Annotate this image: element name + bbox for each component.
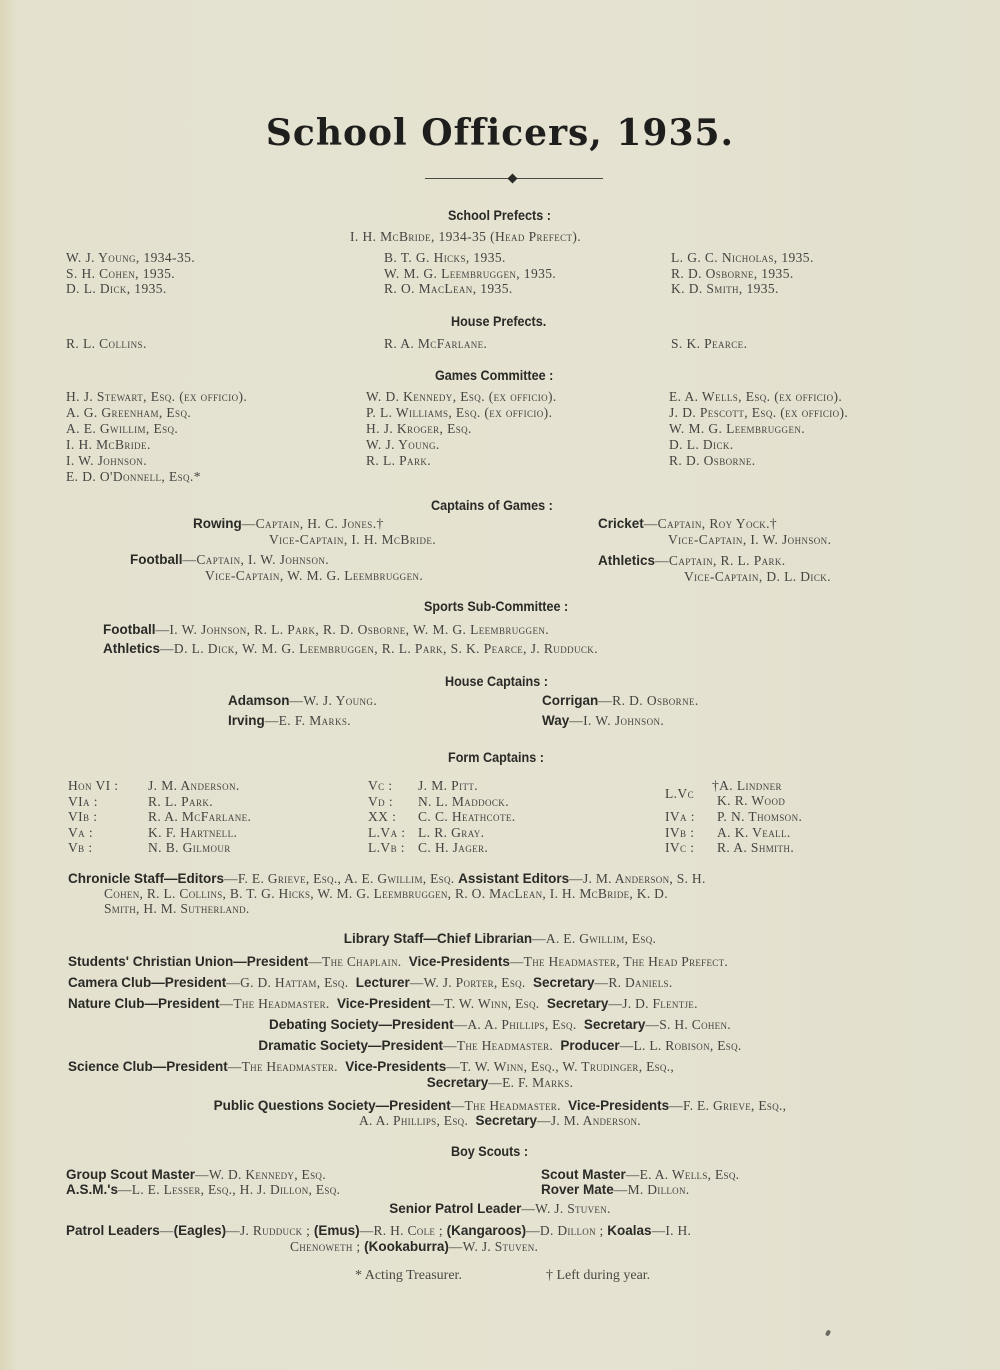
camera-lecturer: —W. J. Porter, Esq. bbox=[409, 975, 526, 990]
form-label: Vd : bbox=[368, 793, 393, 809]
cricket-vice-captain: Vice-Captain, I. W. Johnson. bbox=[668, 532, 832, 547]
kangaroos-leader: —D. Dillon ; bbox=[526, 1223, 604, 1238]
committee-member: R. L. Park. bbox=[366, 453, 432, 468]
rover-mate bbox=[541, 1182, 689, 1198]
koalas-leader-cont: Chenoweth ; bbox=[290, 1239, 361, 1254]
gsm-name: —W. D. Kennedy, Esq. bbox=[195, 1167, 326, 1182]
rover-name: —M. Dillon. bbox=[613, 1182, 690, 1197]
form-captain-row bbox=[665, 840, 802, 856]
committee-member: R. D. Osborne. bbox=[669, 453, 756, 468]
football-label: Football bbox=[130, 552, 183, 567]
football-captain-name: —Captain, I. W. Johnson. bbox=[182, 552, 330, 567]
kookaburra-label: (Kookaburra) bbox=[364, 1239, 449, 1254]
sports-athletics-members: —D. L. Dick, W. M. G. Leembruggen, R. L. Park, S. K. Pearce, J. Rudduck. bbox=[160, 641, 598, 656]
house-label: Adamson bbox=[228, 693, 290, 708]
section-heading-sports-sub-committee: Sports Sub-Committee : bbox=[424, 598, 569, 614]
camera-club bbox=[68, 975, 673, 991]
divider-diamond-icon bbox=[508, 174, 518, 184]
house-captain-name: —I. W. Johnson. bbox=[569, 713, 665, 728]
secretary-label: Secretary bbox=[475, 1113, 538, 1128]
asm-names: —L. E. Lesser, Esq., H. J. Dillon, Esq. bbox=[117, 1182, 341, 1197]
form-label: IVc : bbox=[665, 840, 695, 855]
chronicle-staff-line1 bbox=[68, 871, 706, 887]
section-heading-captains-of-games: Captains of Games : bbox=[431, 497, 553, 513]
games-committee-col2 bbox=[366, 389, 557, 469]
form-captain-row bbox=[68, 840, 251, 856]
prefect-name: W. J. Young, 1934-35. bbox=[66, 250, 196, 265]
science-president: —The Headmaster. bbox=[227, 1059, 338, 1074]
nature-president: —The Headmaster. bbox=[219, 996, 330, 1011]
section-heading-games-committee: Games Committee : bbox=[435, 367, 554, 383]
house-captain-adamson bbox=[228, 693, 377, 709]
form-captain-name: R. A. Shmith. bbox=[717, 840, 795, 855]
form-captain-name: †A. Lindner bbox=[712, 778, 782, 793]
gsm-label: Group Scout Master bbox=[66, 1167, 196, 1182]
form-captains-col2 bbox=[368, 778, 516, 856]
form-captain-name: R. L. Park. bbox=[148, 793, 214, 809]
form-captain-name: J. M. Pitt. bbox=[418, 778, 479, 793]
committee-member: A. G. Greenham, Esq. bbox=[66, 405, 192, 420]
camera-president: —G. D. Hattam, Esq. bbox=[226, 975, 349, 990]
form-captain-row bbox=[368, 825, 516, 841]
sports-athletics-label: Athletics bbox=[103, 641, 161, 656]
spl-label: Senior Patrol Leader bbox=[389, 1201, 522, 1216]
secretary-label: Secretary bbox=[532, 975, 595, 990]
form-captain-name: K. R. Wood bbox=[717, 793, 786, 808]
rover-label: Rover Mate bbox=[541, 1182, 614, 1197]
producer-label: Producer bbox=[560, 1038, 620, 1053]
house-captain-name: —E. F. Marks. bbox=[264, 713, 352, 728]
committee-member: P. L. Williams, Esq. (ex officio). bbox=[366, 405, 553, 420]
form-captain-name: C. C. Heathcote. bbox=[418, 809, 516, 824]
rowing-captain-name: —Captain, H. C. Jones.† bbox=[241, 516, 384, 531]
chief-librarian: —A. E. Gwillim, Esq. bbox=[532, 931, 657, 946]
committee-member: D. L. Dick. bbox=[669, 437, 734, 452]
debating-secretary: —S. H. Cohen. bbox=[645, 1017, 731, 1032]
form-captain-name: A. K. Veall. bbox=[717, 824, 791, 840]
patrol-leaders-label: Patrol Leaders bbox=[66, 1223, 160, 1238]
prefect-name: D. L. Dick, 1935. bbox=[66, 281, 167, 296]
sports-football-row bbox=[103, 622, 549, 638]
form-label: L.Vb : bbox=[368, 840, 405, 855]
scout-master bbox=[541, 1167, 739, 1183]
scu-vice-presidents: —The Headmaster, The Head Prefect. bbox=[509, 954, 729, 969]
athletics-captain-name: —Captain, R. L. Park. bbox=[655, 553, 786, 568]
form-label: Va : bbox=[68, 824, 93, 840]
form-label: L.Vc bbox=[665, 786, 694, 801]
dramatic-label: Dramatic Society—President bbox=[258, 1038, 443, 1053]
scu-label: Students' Christian Union—President bbox=[68, 954, 309, 969]
house-prefect-name: R. A. McFarlane. bbox=[384, 336, 488, 351]
form-captain-row bbox=[68, 809, 251, 825]
form-label: Vc : bbox=[368, 778, 393, 793]
form-captain-row bbox=[68, 825, 251, 841]
paper-speck bbox=[825, 1329, 831, 1336]
secretary-label: Secretary bbox=[546, 996, 609, 1011]
public-questions-line2 bbox=[0, 1113, 1000, 1129]
cricket-captain bbox=[598, 516, 777, 532]
cricket-label: Cricket bbox=[598, 516, 644, 531]
athletics-captain bbox=[598, 553, 786, 569]
secretary-label: Secretary bbox=[583, 1017, 646, 1032]
form-label: IVa : bbox=[665, 809, 695, 824]
science-club-line1 bbox=[68, 1059, 674, 1075]
public-questions-line1 bbox=[0, 1098, 1000, 1114]
form-captain-row bbox=[368, 809, 516, 825]
school-prefects-col3 bbox=[671, 250, 814, 297]
games-committee-col1 bbox=[66, 389, 247, 485]
senior-patrol-leader bbox=[0, 1201, 1000, 1217]
emus-label: (Emus) bbox=[313, 1223, 360, 1238]
prefect-name: L. G. C. Nicholas, 1935. bbox=[671, 250, 814, 265]
form-captain-name: R. A. McFarlane. bbox=[148, 809, 252, 824]
form-captain-row bbox=[665, 778, 802, 809]
section-heading-house-captains: House Captains : bbox=[445, 673, 548, 689]
footnote-acting-treasurer: * Acting Treasurer. bbox=[355, 1268, 462, 1283]
pq-vice-presidents: —F. E. Grieve, Esq., bbox=[669, 1098, 787, 1113]
prefect-name: R. O. MacLean, 1935. bbox=[384, 281, 513, 296]
form-label: VIa : bbox=[68, 793, 98, 809]
science-label: Science Club—President bbox=[68, 1059, 228, 1074]
students-christian-union bbox=[68, 954, 728, 970]
pq-vice-presidents-cont: A. A. Phillips, Esq. bbox=[358, 1113, 469, 1128]
dramatic-society bbox=[0, 1038, 1000, 1054]
library-staff bbox=[0, 931, 1000, 947]
assistant-scout-masters bbox=[66, 1182, 340, 1198]
form-captain-row bbox=[368, 778, 516, 794]
house-captain-corrigan bbox=[542, 693, 699, 709]
secretary-label: Secretary bbox=[426, 1075, 489, 1090]
prefect-name: W. M. G. Leembruggen, 1935. bbox=[384, 265, 557, 281]
section-heading-school-prefects: School Prefects : bbox=[448, 207, 551, 223]
chronicle-editors: —F. E. Grieve, Esq., A. E. Gwillim, Esq. bbox=[224, 871, 455, 886]
patrol-leaders-line2 bbox=[290, 1239, 538, 1255]
committee-member: E. A. Wells, Esq. (ex officio). bbox=[669, 389, 843, 404]
rowing-label: Rowing bbox=[193, 516, 242, 531]
dramatic-producer: —L. L. Robison, Esq. bbox=[619, 1038, 742, 1053]
head-prefect: I. H. McBride, 1934-35 (Head Prefect). bbox=[350, 229, 582, 244]
committee-member: H. J. Stewart, Esq. (ex officio). bbox=[66, 389, 248, 404]
lecturer-label: Lecturer bbox=[355, 975, 410, 990]
group-scout-master bbox=[66, 1167, 326, 1183]
patrol-leaders-line1: Patrol Leaders—(Eagles)—J. Rudduck ; (Emus)—R. H. Cole ; (Kangaroos)—D. Dillon ; Koalas—I. H. bbox=[66, 1223, 692, 1238]
nature-label: Nature Club—President bbox=[68, 996, 220, 1011]
athletics-vice-captain: Vice-Captain, D. L. Dick. bbox=[684, 569, 831, 584]
chronicle-staff-line2: Cohen, R. L. Collins, B. T. G. Hicks, W. M. G. Leembruggen, R. O. MacLean, I. H. McBride, K. D. bbox=[104, 886, 668, 901]
football-vice-captain: Vice-Captain, W. M. G. Leembruggen. bbox=[205, 568, 424, 583]
science-vice-presidents: —T. W. Winn, Esq., W. Trudinger, Esq., bbox=[446, 1059, 675, 1074]
science-club-line2 bbox=[0, 1075, 1000, 1091]
footnote-left-during-year: † Left during year. bbox=[546, 1268, 651, 1283]
house-captain-irving bbox=[228, 713, 351, 729]
form-label: VIb : bbox=[68, 809, 98, 824]
form-label: Hon VI : bbox=[68, 778, 119, 793]
kangaroos-label: (Kangaroos) bbox=[446, 1223, 527, 1238]
chronicle-staff-line3: Smith, H. M. Sutherland. bbox=[104, 901, 250, 916]
nature-vice-president: —T. W. Winn, Esq. bbox=[430, 996, 540, 1011]
form-label: Vb : bbox=[68, 840, 93, 855]
form-captain-row bbox=[665, 825, 802, 841]
form-captain-name: K. F. Hartnell. bbox=[148, 824, 238, 840]
kookaburra-leader: —W. J. Stuven. bbox=[448, 1239, 539, 1254]
committee-member: E. D. O'Donnell, Esq.* bbox=[66, 469, 201, 484]
sm-label: Scout Master bbox=[541, 1167, 626, 1182]
form-captains-col3 bbox=[665, 778, 802, 856]
vp-label: Vice-Presidents bbox=[345, 1059, 447, 1074]
asm-label: A.S.M.'s bbox=[66, 1182, 118, 1197]
form-captain-row bbox=[665, 809, 802, 825]
school-prefects-col1 bbox=[66, 250, 195, 297]
form-captain-row bbox=[68, 778, 251, 794]
athletics-label: Athletics bbox=[598, 553, 656, 568]
games-committee-col3 bbox=[669, 389, 848, 469]
scu-vp-label: Vice-Presidents bbox=[408, 954, 510, 969]
assistant-editors-label: Assistant Editors bbox=[458, 871, 570, 886]
form-captain-name: J. M. Anderson. bbox=[148, 778, 240, 793]
public-questions-label: Public Questions Society—President bbox=[213, 1098, 451, 1113]
prefect-name: B. T. G. Hicks, 1935. bbox=[384, 250, 506, 265]
form-captain-row bbox=[368, 794, 516, 810]
football-captain bbox=[130, 552, 329, 568]
house-captain-name: —R. D. Osborne. bbox=[598, 693, 699, 708]
committee-member: H. J. Kroger, Esq. bbox=[366, 421, 472, 436]
section-heading-boy-scouts: Boy Scouts : bbox=[451, 1143, 529, 1159]
page-title: School Officers, 1935. bbox=[265, 112, 735, 154]
form-label: IVb : bbox=[665, 824, 695, 840]
assistant-editors: —J. M. Anderson, S. H. bbox=[569, 871, 706, 886]
prefect-name: S. H. Cohen, 1935. bbox=[66, 265, 176, 281]
form-captain-row bbox=[68, 794, 251, 810]
debating-society bbox=[0, 1017, 1000, 1033]
form-captain-name: L. R. Gray. bbox=[418, 824, 485, 840]
scu-president: —The Chaplain. bbox=[308, 954, 402, 969]
sports-football-label: Football bbox=[103, 622, 156, 637]
chronicle-label: Chronicle Staff—Editors bbox=[68, 871, 225, 886]
prefect-name: R. D. Osborne, 1935. bbox=[671, 265, 794, 281]
camera-secretary: —R. Daniels. bbox=[594, 975, 673, 990]
eagles-leader: —J. Rudduck ; bbox=[226, 1223, 311, 1238]
rowing-vice-captain: Vice-Captain, I. H. McBride. bbox=[269, 532, 437, 547]
form-captain-row bbox=[368, 840, 516, 856]
house-captain-way bbox=[542, 713, 664, 729]
dramatic-president: —The Headmaster. bbox=[443, 1038, 554, 1053]
committee-member: W. J. Young. bbox=[366, 437, 440, 452]
camera-label: Camera Club—President bbox=[68, 975, 227, 990]
rowing-captain bbox=[193, 516, 384, 532]
sports-athletics-row bbox=[103, 641, 598, 657]
prefect-name: K. D. Smith, 1935. bbox=[671, 281, 779, 296]
vp-label: Vice-President bbox=[336, 996, 431, 1011]
committee-member: A. E. Gwillim, Esq. bbox=[66, 421, 179, 436]
pq-secretary: —J. M. Anderson. bbox=[537, 1113, 641, 1128]
sports-football-members: —I. W. Johnson, R. L. Park, R. D. Osborne, W. M. G. Leembruggen. bbox=[155, 622, 550, 637]
nature-club bbox=[68, 996, 698, 1012]
house-prefect-name: S. K. Pearce. bbox=[671, 336, 748, 351]
house-label: Irving bbox=[228, 713, 265, 728]
form-captain-name: N. B. Gilmour bbox=[148, 840, 231, 855]
school-prefects-col2 bbox=[384, 250, 556, 297]
koalas-leader: —I. H. bbox=[651, 1223, 692, 1238]
vp-label: Vice-Presidents bbox=[568, 1098, 670, 1113]
emus-leader: —R. H. Cole ; bbox=[359, 1223, 443, 1238]
committee-member: J. D. Pescott, Esq. (ex officio). bbox=[669, 405, 849, 420]
form-captain-name: C. H. Jager. bbox=[418, 840, 489, 855]
debating-president: —A. A. Phillips, Esq. bbox=[453, 1017, 577, 1032]
committee-member: W. M. G. Leembruggen. bbox=[669, 421, 806, 436]
form-captain-name: P. N. Thomson. bbox=[717, 809, 803, 824]
house-label: Corrigan bbox=[542, 693, 599, 708]
form-label: L.Va : bbox=[368, 824, 406, 840]
committee-member: I. W. Johnson. bbox=[66, 453, 147, 468]
form-captains-col1 bbox=[68, 778, 251, 856]
eagles-label: (Eagles) bbox=[173, 1223, 227, 1238]
section-heading-form-captains: Form Captains : bbox=[448, 749, 544, 765]
cricket-captain-name: —Captain, Roy Yock.† bbox=[643, 516, 778, 531]
section-heading-house-prefects: House Prefects. bbox=[451, 313, 547, 329]
committee-member: I. H. McBride. bbox=[66, 437, 151, 452]
debating-label: Debating Society—President bbox=[269, 1017, 454, 1032]
koalas-label: Koalas bbox=[607, 1223, 652, 1238]
house-prefect-name: R. L. Collins. bbox=[66, 336, 147, 351]
house-captain-name: —W. J. Young. bbox=[289, 693, 378, 708]
sm-name: —E. A. Wells, Esq. bbox=[625, 1167, 740, 1182]
library-label: Library Staff—Chief Librarian bbox=[343, 931, 533, 946]
spl-name: —W. J. Stuven. bbox=[521, 1201, 611, 1216]
house-label: Way bbox=[542, 713, 570, 728]
form-captain-name: N. L. Maddock. bbox=[418, 793, 509, 809]
form-label: XX : bbox=[368, 809, 397, 824]
committee-member: W. D. Kennedy, Esq. (ex officio). bbox=[366, 389, 557, 404]
nature-secretary: —J. D. Flentje. bbox=[608, 996, 698, 1011]
pq-president: —The Headmaster. bbox=[450, 1098, 561, 1113]
science-secretary: —E. F. Marks. bbox=[488, 1075, 574, 1090]
